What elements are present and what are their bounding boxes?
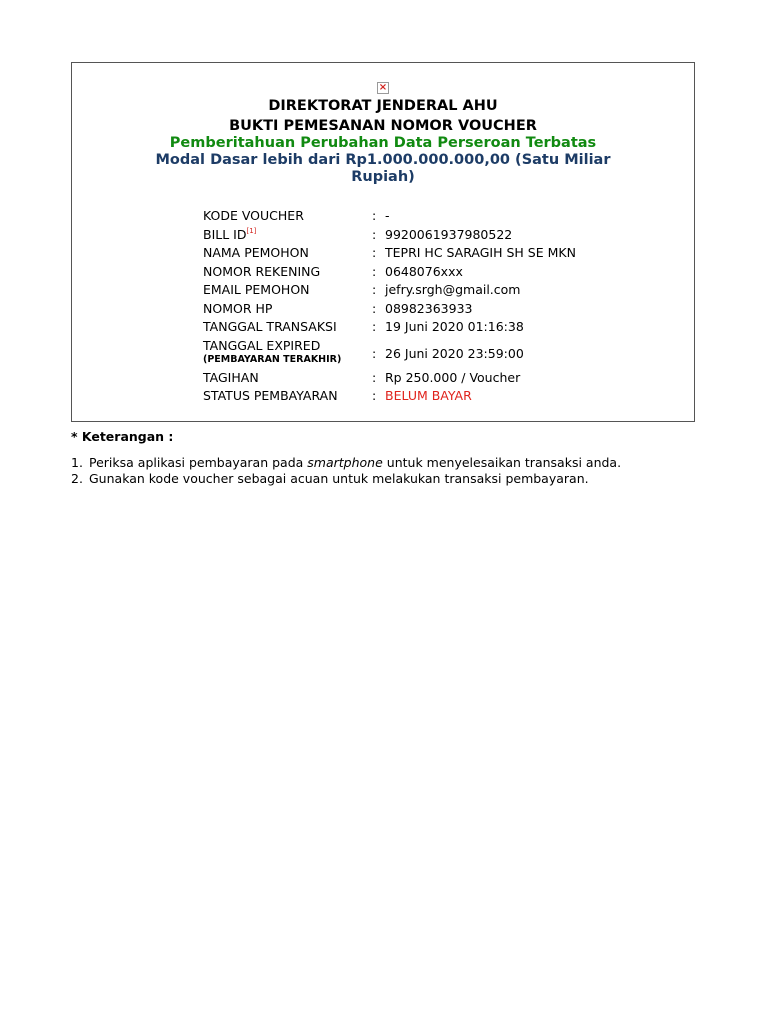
detail-label-wrap	[203, 227, 368, 243]
detail-label: STATUS PEMBAYARAN	[203, 388, 338, 403]
detail-label: NOMOR REKENING	[203, 263, 321, 279]
detail-label: TANGGAL TRANSAKSI	[203, 319, 337, 334]
detail-separator: :	[372, 263, 377, 279]
list-item	[71, 471, 621, 487]
detail-value: -	[385, 208, 390, 223]
detail-separator: :	[372, 300, 377, 316]
list-item-number: 2.	[71, 471, 83, 486]
broken-image-icon: ×	[378, 82, 388, 93]
detail-label: TANGGAL EXPIRED	[203, 337, 321, 353]
detail-separator: :	[372, 345, 377, 361]
detail-value: jefry.srgh@gmail.com	[385, 282, 521, 297]
detail-value: 26 Juni 2020 23:59:00	[385, 345, 524, 361]
list-item	[71, 455, 621, 471]
detail-separator: :	[372, 226, 377, 242]
notes-list	[71, 455, 621, 487]
detail-value: 08982363933	[385, 300, 473, 316]
footnote-marker[interactable]: [1]	[246, 226, 257, 235]
list-item-text: Gunakan kode voucher sebagai acuan untuk melakukan transaksi pembayaran.	[89, 471, 589, 486]
detail-separator: :	[372, 245, 377, 260]
list-item-number: 1.	[71, 455, 83, 470]
detail-label: TAGIHAN	[203, 369, 259, 385]
detail-value: Rp 250.000 / Voucher	[385, 369, 521, 385]
detail-sublabel: (PEMBAYARAN TERAKHIR)	[203, 353, 342, 365]
detail-separator: :	[372, 369, 377, 385]
institution-title: DIREKTORAT JENDERAL AHU	[268, 98, 498, 114]
status-badge: BELUM BAYAR	[385, 388, 472, 403]
detail-label: EMAIL PEMOHON	[203, 282, 310, 297]
detail-value: 0648076xxx	[385, 263, 463, 279]
detail-separator: :	[372, 208, 377, 223]
detail-label: BILL ID	[203, 226, 247, 242]
detail-value: 19 Juni 2020 01:16:38	[385, 319, 524, 334]
detail-value: TEPRI HC SARAGIH SH SE MKN	[385, 245, 576, 260]
detail-label: NOMOR HP	[203, 300, 273, 316]
detail-value: 9920061937980522	[385, 226, 513, 242]
document-subtitle: Pemberitahuan Perubahan Data Perseroan Terbatas	[169, 135, 597, 151]
detail-separator: :	[372, 282, 377, 297]
list-item-emphasis: smartphone	[307, 455, 383, 470]
list-item-text: Periksa aplikasi pembayaran pada	[89, 455, 308, 470]
detail-label: KODE VOUCHER	[203, 208, 304, 223]
notes-title: * Keterangan :	[71, 429, 174, 444]
document-title: BUKTI PEMESANAN NOMOR VOUCHER	[229, 118, 537, 134]
voucher-receipt-box	[71, 62, 695, 422]
list-item-text: untuk menyelesaikan transaksi anda.	[382, 455, 622, 470]
capital-description: Modal Dasar lebih dari Rp1.000.000.000,00 (Satu Miliar Rupiah)	[155, 152, 611, 185]
detail-separator: :	[372, 319, 377, 334]
detail-label: NAMA PEMOHON	[203, 245, 309, 260]
detail-label-wrap	[203, 338, 368, 365]
detail-separator: :	[372, 388, 377, 403]
